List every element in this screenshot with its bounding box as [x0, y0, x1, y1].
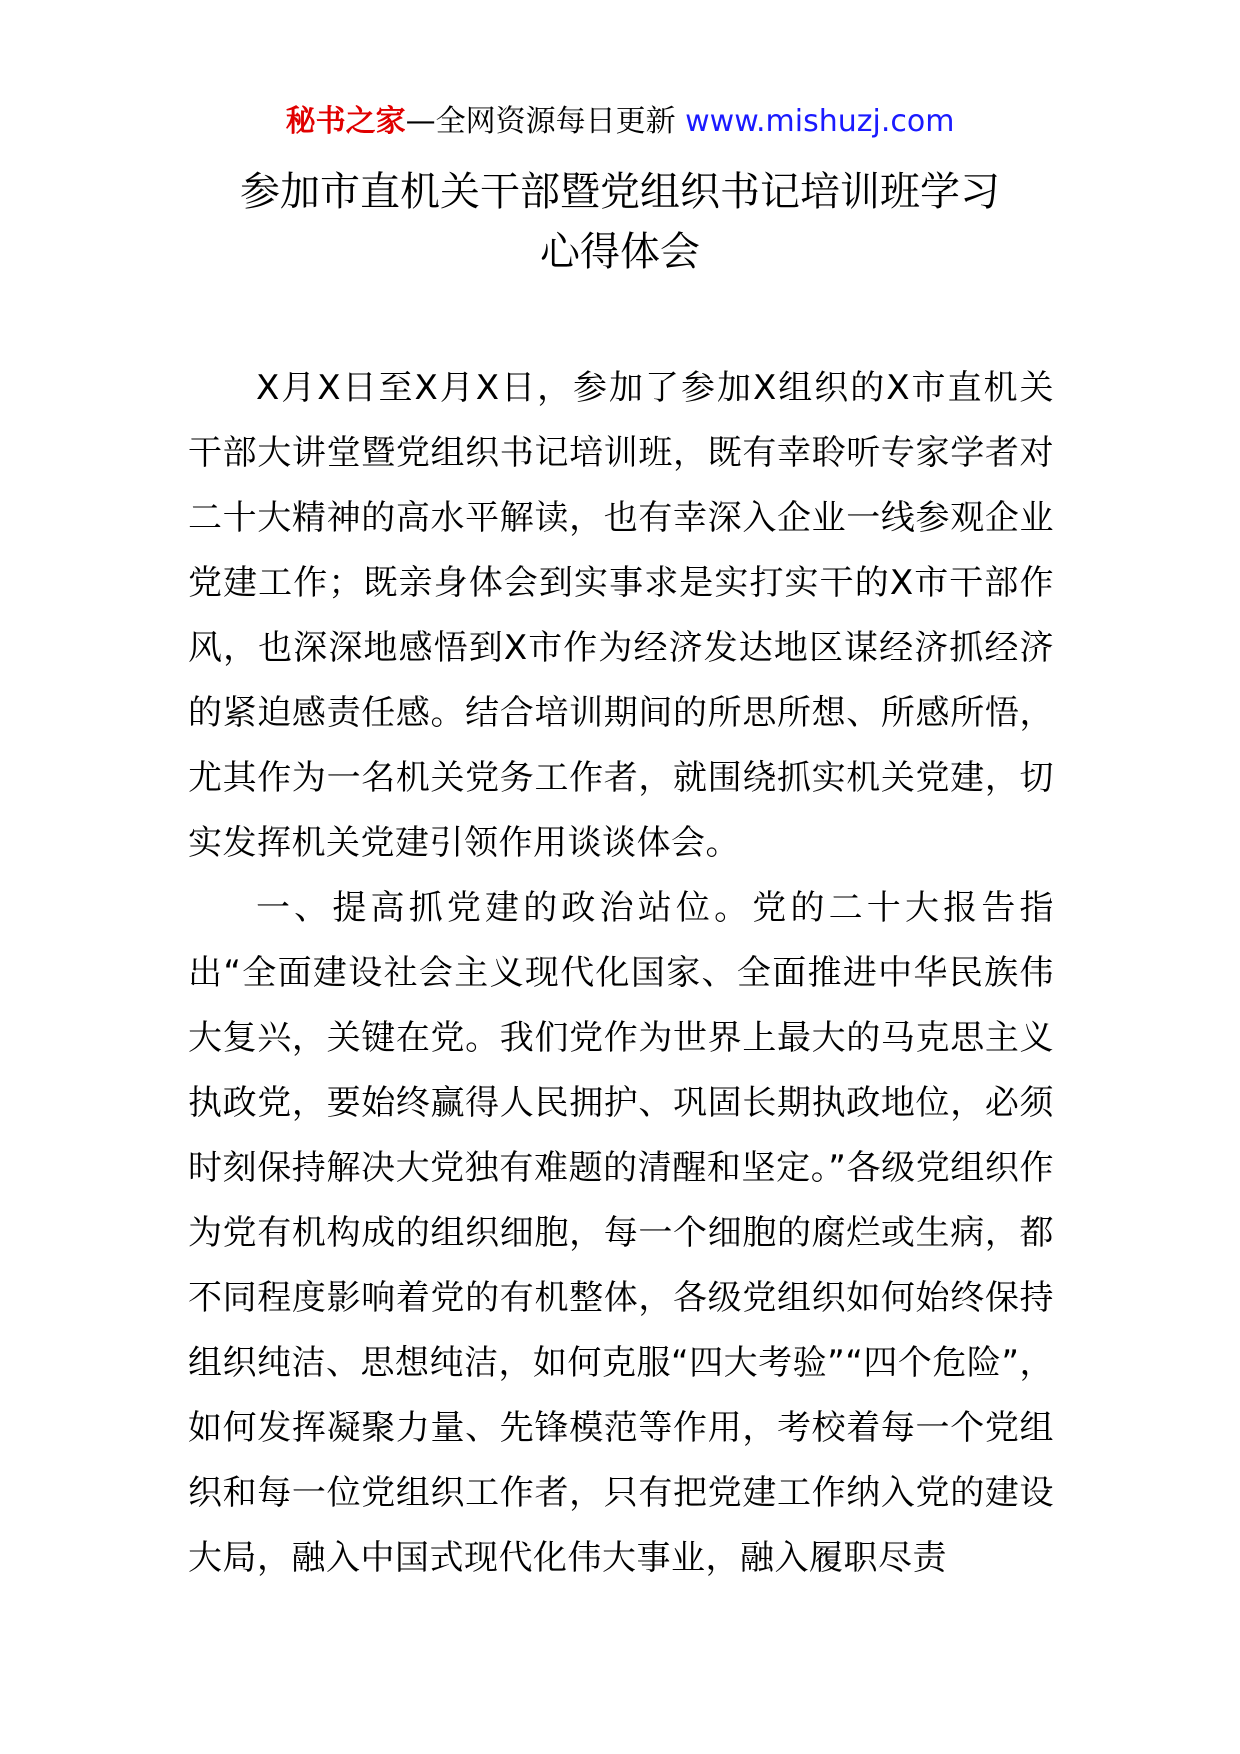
- title-line-1: 参加市直机关干部暨党组织书记培训班学习: [240, 169, 1000, 215]
- title-line-2: 心得体会: [540, 229, 700, 275]
- document-title: [150, 162, 1090, 282]
- paragraph-section-1: 一、提高抓党建的政治站位。党的二十大报告指出“全面建设社会主义现代化国家、全面推进中华民族伟大复兴，关键在党。我们党作为世界上最大的马克思主义执政党，要始终赢得人民拥护、巩固长期执政地位，必须时刻保持解决大党独有难题的清醒和坚定。”各级党组织作为党有机构成的组织细胞，每一个细胞的腐烂或生病，都不同程度影响着党的有机整体，各级党组织如何始终保持组织纯洁、思想纯洁，如何克服“四大考验”“四个危险”，如何发挥凝聚力量、先锋模范等作用，考校着每一个党组织和每一位党组织工作者，只有把党建工作纳入党的建设大局，融入中国式现代化伟大事业，融入履职尽责: [188, 888, 1054, 1578]
- site-header: [0, 100, 1240, 144]
- document-body: [188, 356, 1054, 1591]
- site-tagline: —全网资源每日更新: [405, 104, 676, 139]
- paragraph-intro: X月X日至X月X日，参加了参加X组织的X市直机关干部大讲堂暨党组织书记培训班，既有幸聆听专家学者对二十大精神的高水平解读，也有幸深入企业一线参观企业党建工作；既亲身体会到实事求是实打实干的X市干部作风，也深深地感悟到X市作为经济发达地区谋经济抓经济的紧迫感责任感。结合培训期间的所思所想、所感所悟，尤其作为一名机关党务工作者，就围绕抓实机关党建，切实发挥机关党建引领作用谈谈体会。: [188, 368, 1054, 863]
- site-brand: 秘书之家: [285, 104, 406, 139]
- site-url-link[interactable]: www.mishuzj.com: [685, 104, 955, 139]
